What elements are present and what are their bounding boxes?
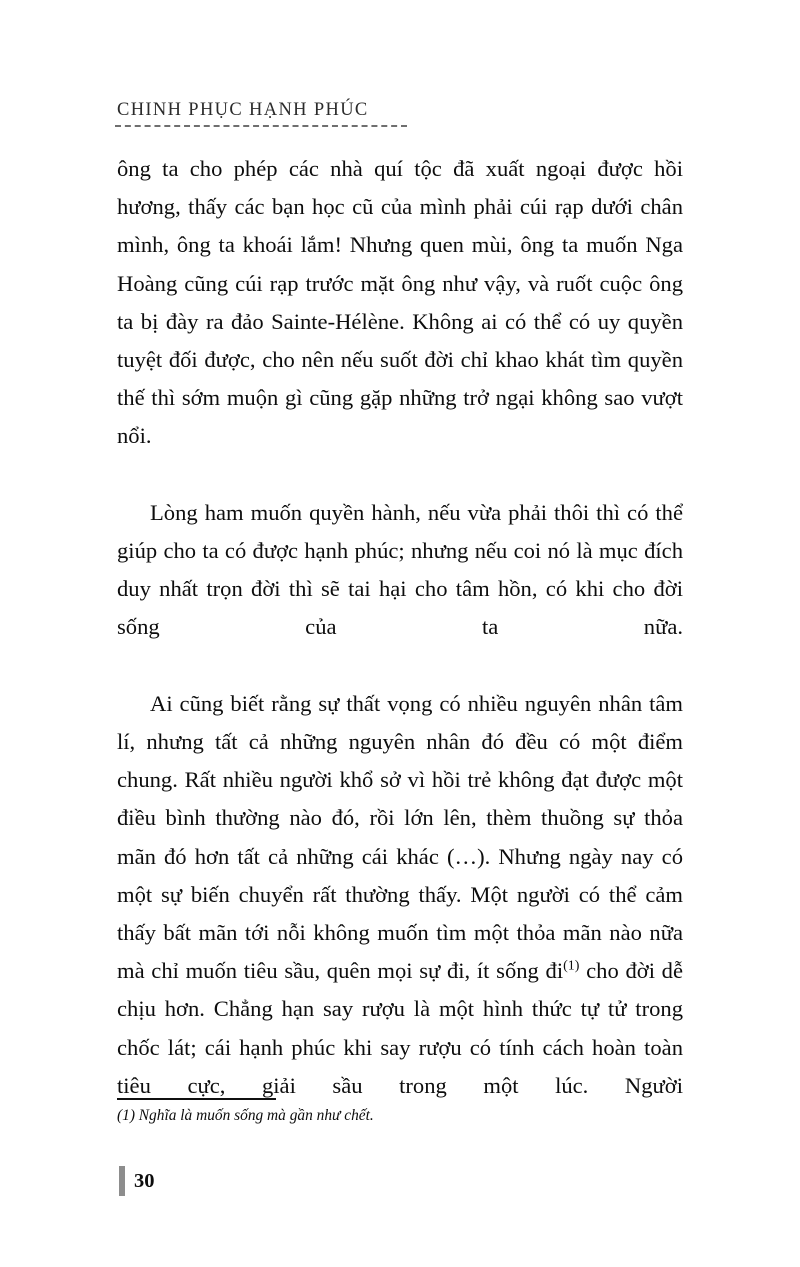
folio-marker-bar: [119, 1166, 125, 1196]
paragraph-1: ông ta cho phép các nhà quí tộc đã xuất ngoại được hồi hương, thấy các bạn học cũ của mình phải cúi rạp dưới chân mình, ông ta khoái lắm! Nhưng quen mùi, ông ta muốn Nga Hoàng cũng cúi rạp trước mặt ông như vậy, và ruốt cuộc ông ta bị đày ra đảo Sainte-Hélène. Không ai có thể có uy quyền tuyệt đối được, cho nên nếu suốt đời chỉ khao khát tìm quyền thế thì sớm muộn gì cũng gặp những trở ngại không sao vượt nổi.: [117, 156, 683, 449]
footnote-text: (1) Nghĩa là muốn sống mà gần như chết.: [117, 1107, 374, 1124]
paragraph-3-text-before-footnote-ref: Ai cũng biết rằng sự thất vọng có nhiều nguyên nhân tâm lí, nhưng tất cả những nguyên nhân đó đều có một điểm chung. Rất nhiều người khổ sở vì hồi trẻ không đạt được một điều bình thường nào đó, rồi lớn lên, thèm thuồng sự thỏa mãn đó hơn tất cả những cái khác (…). Nhưng ngày nay có một sự biến chuyển rất thường thấy. Một người có thể cảm thấy bất mãn tới nỗi không muốn tìm một thỏa mãn nào nữa mà chỉ muốn tiêu sầu, quên mọi sự đi, ít sống đi: [117, 690, 683, 984]
header-dashed-rule: [115, 125, 407, 127]
running-head-title: CHINH PHỤC HẠNH PHÚC: [117, 100, 369, 120]
paragraph-3: [117, 685, 683, 1143]
footnote-separator-rule: [117, 1098, 276, 1100]
paragraph-2: Lòng ham muốn quyền hành, nếu vừa phải thôi thì có thể giúp cho ta có được hạnh phúc; nhưng nếu coi nó là mục đích duy nhất trọn đời thì sẽ tai hại cho tâm hồn, có khi cho đời sống của ta nữa.: [117, 499, 683, 640]
running-header: [117, 100, 687, 127]
footnote-area: [117, 1098, 683, 1126]
page-number: 30: [134, 1169, 155, 1192]
folio: [119, 1166, 155, 1196]
footnote-reference-marker[interactable]: (1): [563, 958, 580, 974]
paragraph-3-text-after-footnote-ref: cho đời dễ chịu hơn. Chẳng hạn say rượu là một hình thức tự tử trong chốc lát; cái hạnh phúc khi say rượu có tính cách hoàn toàn tiêu cực, giải sầu trong một lúc. Người: [117, 958, 683, 1098]
body-text-column: [117, 150, 683, 1143]
